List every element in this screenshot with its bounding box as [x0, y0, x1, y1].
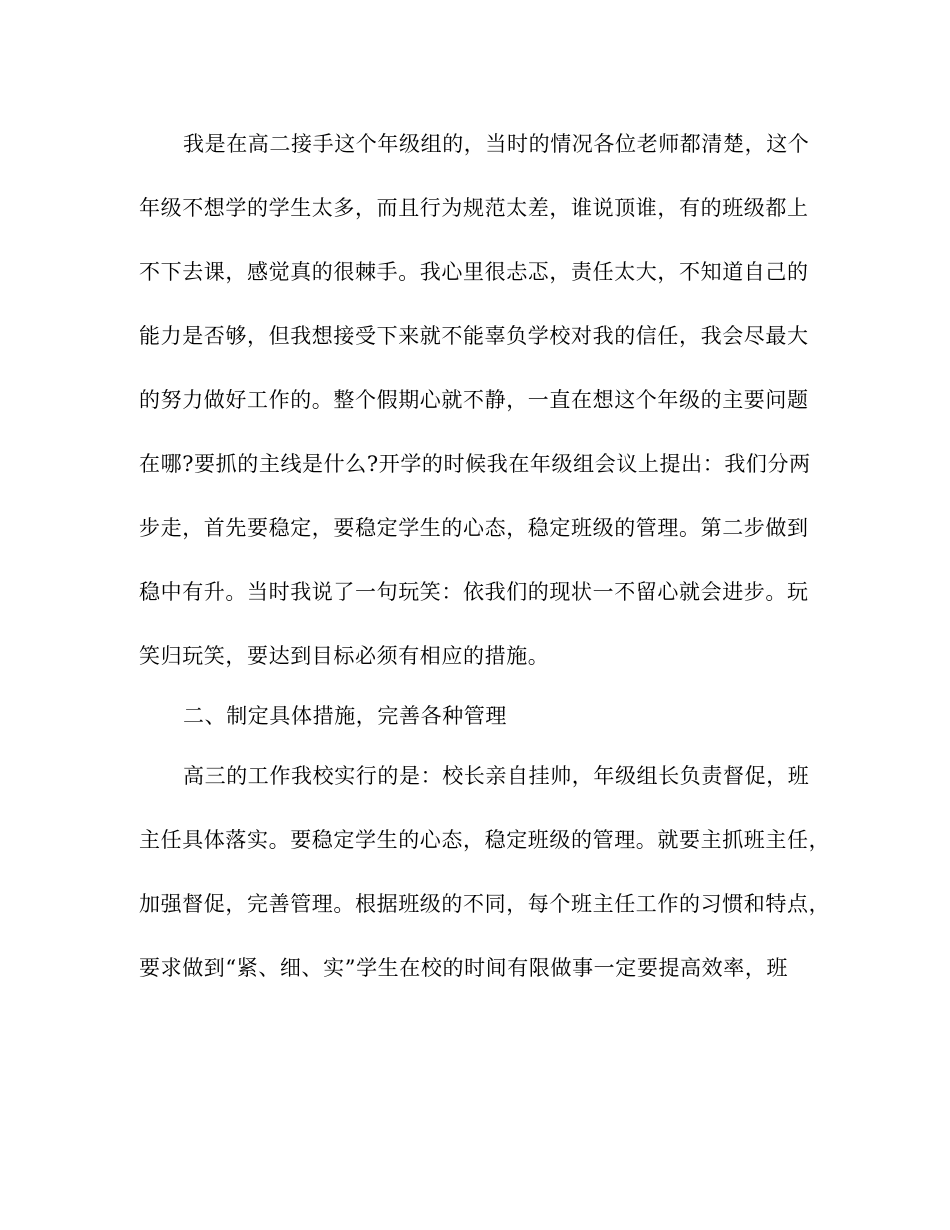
text-line: 不下去课，感觉真的很棘手。我心里很忐忑，责任太大，不知道自己的: [139, 260, 809, 284]
text-line: 我是在高二接手这个年级组的，当时的情况各位老师都清楚，这个: [183, 132, 810, 156]
section-heading: 二、制定具体措施，完善各种管理: [183, 704, 507, 728]
text-line: 主任具体落实。要稳定学生的心态，稳定班级的管理。就要主抓班主任，: [139, 828, 831, 852]
text-line: 步走，首先要稳定，要稳定学生的心态，稳定班级的管理。第二步做到: [139, 516, 809, 540]
text-line: 要求做到“紧、细、实”学生在校的时间有限做事一定要提高效率，班: [139, 956, 789, 980]
text-line: 的努力做好工作的。整个假期心就不静，一直在想这个年级的主要问题: [139, 388, 809, 412]
text-line: 在哪?要抓的主线是什么?开学的时候我在年级组会议上提出：我们分两: [139, 452, 811, 476]
text-line: 稳中有升。当时我说了一句玩笑：依我们的现状一不留心就会进步。玩: [139, 580, 809, 604]
text-line: 能力是否够，但我想接受下来就不能辜负学校对我的信任，我会尽最大: [139, 324, 809, 348]
document-body: [139, 124, 831, 1012]
text-line: 笑归玩笑，要达到目标必须有相应的措施。: [139, 644, 550, 668]
text-line: 加强督促，完善管理。根据班级的不同，每个班主任工作的习惯和特点，: [139, 892, 831, 916]
paragraph-measures: [139, 756, 831, 1012]
text-line: 高三的工作我校实行的是：校长亲自挂帅，年级组长负责督促，班: [183, 764, 810, 788]
text-line: 年级不想学的学生太多，而且行为规范太差，谁说顶谁，有的班级都上: [139, 196, 809, 220]
paragraph-intro: [139, 124, 817, 696]
